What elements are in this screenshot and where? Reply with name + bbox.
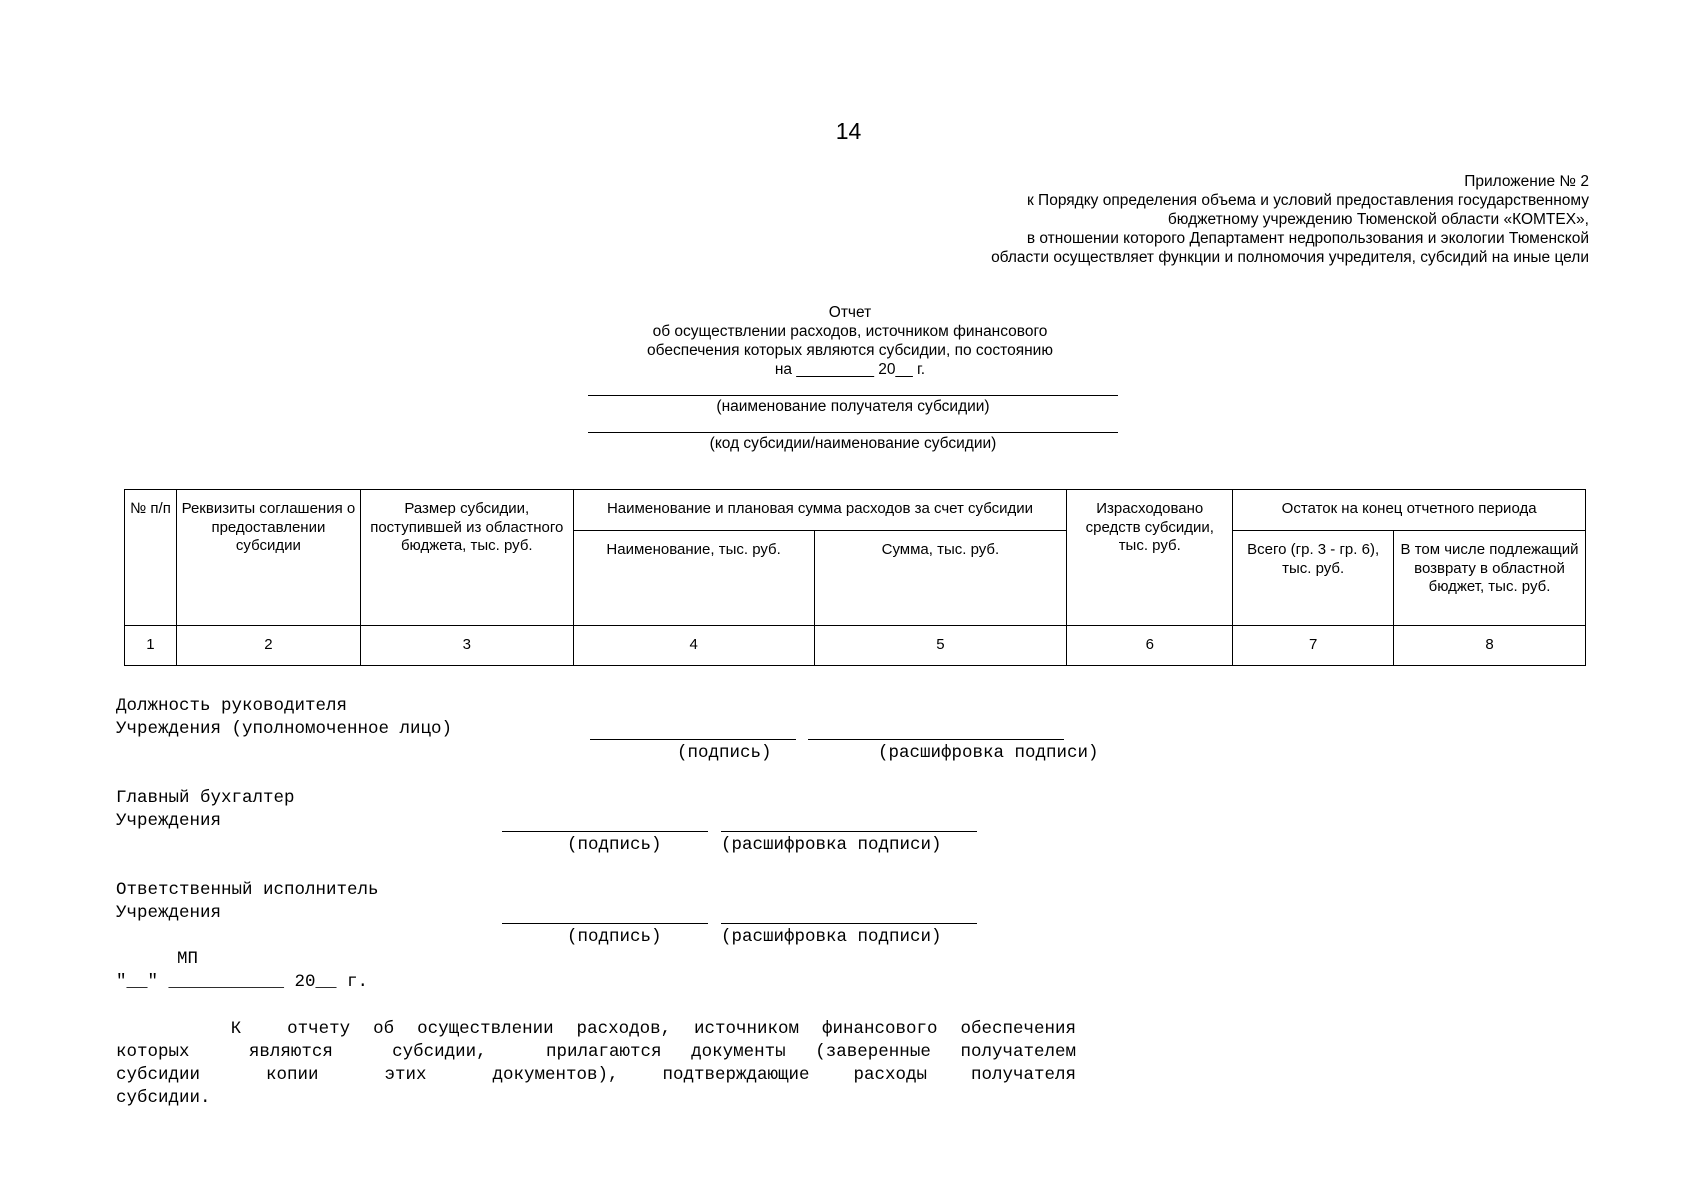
- head-institution-label: Учреждения (уполномоченное лицо): [116, 719, 453, 739]
- page-number: 14: [835, 118, 862, 144]
- header-col-sum: Сумма, тыс. руб.: [814, 531, 1067, 626]
- attachment-note-line: субсидии.: [116, 1088, 211, 1108]
- header-col-name: Наименование, тыс. руб.: [573, 531, 814, 626]
- executor-institution-label: Учреждения: [116, 903, 222, 923]
- report-title-line: Отчет: [828, 304, 872, 321]
- head-decoding-caption: (расшифровка подписи): [878, 743, 1099, 763]
- report-title: [585, 303, 1115, 379]
- column-number-cell: 8: [1394, 626, 1586, 666]
- report-table: [124, 489, 1586, 666]
- column-number-cell: 3: [360, 626, 573, 666]
- executor-position-label: Ответственный исполнитель: [116, 880, 379, 900]
- recipient-caption: (наименование получателя субсидии): [716, 398, 990, 415]
- stamp-label: МП: [177, 949, 199, 969]
- header-col-subsidy-amount: Размер субсидии, поступившей из областного бюджета, тыс. руб.: [360, 490, 573, 626]
- subsidy-caption: (код субсидии/наименование субсидии): [709, 435, 997, 452]
- accountant-signature-line: [502, 831, 708, 832]
- accountant-decoding-caption: (расшифровка подписи): [721, 835, 942, 855]
- attachment-note-line: К отчету об осуществлении расходов, источником финансового обеспечения: [116, 1019, 1076, 1039]
- accountant-institution-label: Учреждения: [116, 811, 222, 831]
- head-signature-caption: (подпись): [677, 743, 772, 763]
- subsidy-fill-line: [588, 432, 1118, 433]
- column-number-cell: 6: [1067, 626, 1233, 666]
- attachment-note: [116, 1018, 1076, 1110]
- report-title-line: обеспечения которых являются субсидии, по состоянию: [647, 342, 1053, 359]
- column-number-cell: 4: [573, 626, 814, 666]
- attachment-note-line: субсидии копии этих документов), подтверждающие расходы получателя: [116, 1065, 1076, 1085]
- column-number-cell: 7: [1233, 626, 1394, 666]
- appendix-line: в отношении которого Департамент недропользования и экологии Тюменской: [1026, 230, 1589, 247]
- executor-decoding-caption: (расшифровка подписи): [721, 927, 942, 947]
- head-position-label: Должность руководителя: [116, 696, 348, 716]
- attachment-note-line: которых являются субсидии, прилагаются документы (заверенные получателем: [116, 1042, 1076, 1062]
- header-group-expenses: Наименование и плановая сумма расходов за счет субсидии: [573, 490, 1067, 531]
- header-col-total: Всего (гр. 3 - гр. 6), тыс. руб.: [1233, 531, 1394, 626]
- executor-signature-caption: (подпись): [567, 927, 662, 947]
- header-col-spent: Израсходовано средств субсидии, тыс. руб.: [1067, 490, 1233, 626]
- executor-decoding-line: [721, 923, 977, 924]
- appendix-header: [829, 172, 1589, 267]
- column-number-cell: 5: [814, 626, 1067, 666]
- report-title-line: об осуществлении расходов, источником финансового: [652, 323, 1048, 340]
- executor-signature-line: [502, 923, 708, 924]
- header-col-agreement: Реквизиты соглашения о предоставлении субсидии: [176, 490, 360, 626]
- recipient-fill-line: [588, 395, 1118, 396]
- header-group-balance: Остаток на конец отчетного периода: [1233, 490, 1586, 531]
- appendix-line: Приложение № 2: [1464, 173, 1589, 190]
- appendix-line: области осуществляет функции и полномочия учредителя, субсидий на иные цели: [991, 249, 1589, 266]
- appendix-line: к Порядку определения объема и условий предоставления государственному: [1026, 192, 1589, 209]
- date-line: "__" ___________ 20__ г.: [116, 972, 369, 992]
- head-decoding-line: [808, 739, 1064, 740]
- header-col-number: № п/п: [125, 490, 177, 626]
- head-signature-line: [590, 739, 796, 740]
- accountant-signature-caption: (подпись): [567, 835, 662, 855]
- header-col-return: В том числе подлежащий возврату в областной бюджет, тыс. руб.: [1394, 531, 1586, 626]
- accountant-position-label: Главный бухгалтер: [116, 788, 295, 808]
- accountant-decoding-line: [721, 831, 977, 832]
- column-number-cell: 1: [125, 626, 177, 666]
- report-title-line: на _________ 20__ г.: [774, 361, 926, 378]
- column-number-cell: 2: [176, 626, 360, 666]
- appendix-line: бюджетному учреждению Тюменской области «КОМТЕХ»,: [1167, 211, 1589, 228]
